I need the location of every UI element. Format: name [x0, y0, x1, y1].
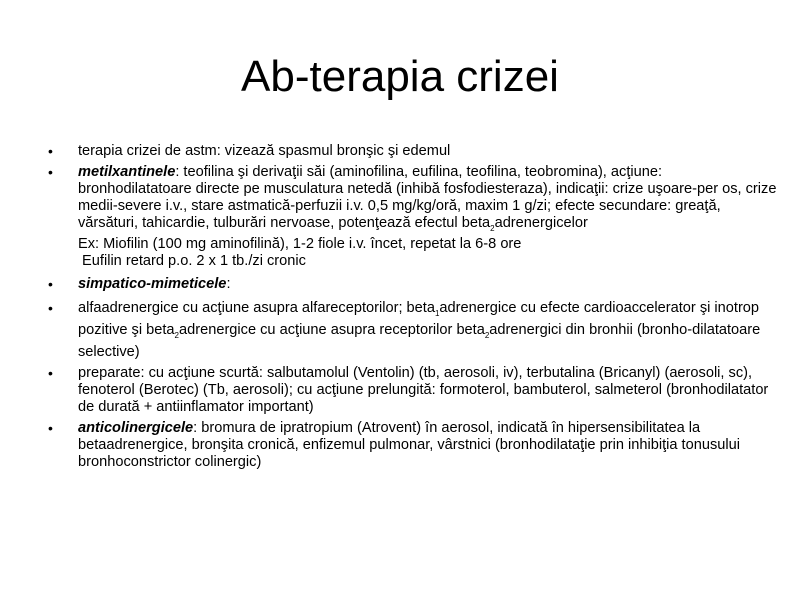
bullet-item: [48, 420, 778, 471]
bullet-icon: •: [48, 164, 53, 180]
bullet-item: [48, 276, 778, 293]
bullet-icon: •: [48, 143, 53, 159]
bullet-term: metilxantinele: [78, 164, 176, 180]
bullet-text-tail: adrenergicelor: [494, 215, 588, 231]
subscript: 1: [434, 308, 440, 318]
subscript: 2: [174, 330, 179, 340]
subscript: 2: [484, 330, 490, 340]
bullet-icon: •: [48, 365, 53, 381]
example-line: Eufilin retard p.o. 2 x 1 tb./zi cronic: [78, 253, 306, 269]
bullet-term: anticolinergicele: [78, 420, 194, 436]
bullet-icon: •: [48, 300, 53, 316]
slide-body: [48, 143, 778, 475]
slide-title: Ab-terapia crizei: [241, 52, 559, 101]
bullet-text: alfaadrenergice cu acţiune asupra alfareceptorilor; beta: [78, 300, 435, 316]
subscript: 2: [490, 223, 495, 233]
bullet-term: simpatico-mimeticele: [78, 276, 227, 292]
bullet-item: [48, 365, 778, 416]
bullet-text: preparate: cu acţiune scurtă: salbutamolul (Ventolin) (tb, aerosoli, iv), terbutalina (Bricanyl) (aerosoli, sc), fenoterol (Berotec) (Tb, aerosoli); cu acţiune prelungită: formoterol, bambuterol, salmeterol (bronhodilatator de durată + antiinflamator important): [78, 365, 769, 415]
bullet-text: : bromura de ipratropium (Atrovent) în aerosol, indicată în hipersensibilitatea la betaadrenergice, bronşita cronică, enfizemul pulmonar, vârstnici (bronhodilataţie prin inhibiţia tonusului bronhoconstrictor colinergic): [78, 420, 740, 470]
bullet-text: adrenergice cu efecte cardioaccelerator şi inotrop pozitive şi beta: [78, 300, 760, 338]
bullet-item: [48, 143, 778, 160]
bullet-text: terapia crizei de astm: vizează spasmul bronşic şi edemul: [78, 143, 451, 159]
bullet-text: adrenergice cu acţiune asupra receptorilor beta: [179, 322, 485, 338]
bullet-icon: •: [48, 276, 53, 292]
bullet-text: : teofilina şi derivaţii săi (aminofilina, eufilina, teofilina, teobromina), acţiune: bronhodilatatoare directe pe musculatura netedă (inhibă fosfodiesteraza), indicaţii: crize uşoare-per os, crize medii-severe i.v., stare astmatică-perfuzii i.v. 0,5 mg/kg/oră, maxim 1 g/zi; efecte secundare: greaţă, vărsături, tahicardie, tulburări nervoase, potenţează efectul beta: [78, 164, 777, 231]
example-line: Ex: Miofilin (100 mg aminofilină), 1-2 fiole i.v. încet, repetat la 6-8 ore: [78, 236, 522, 252]
bullet-text: :: [226, 276, 231, 292]
bullet-text: adrenergici din bronhii (bronho-dilatatoare selective): [78, 322, 761, 360]
bullet-item: [48, 297, 778, 363]
bullet-item: [48, 164, 778, 232]
bullet-icon: •: [48, 420, 53, 436]
